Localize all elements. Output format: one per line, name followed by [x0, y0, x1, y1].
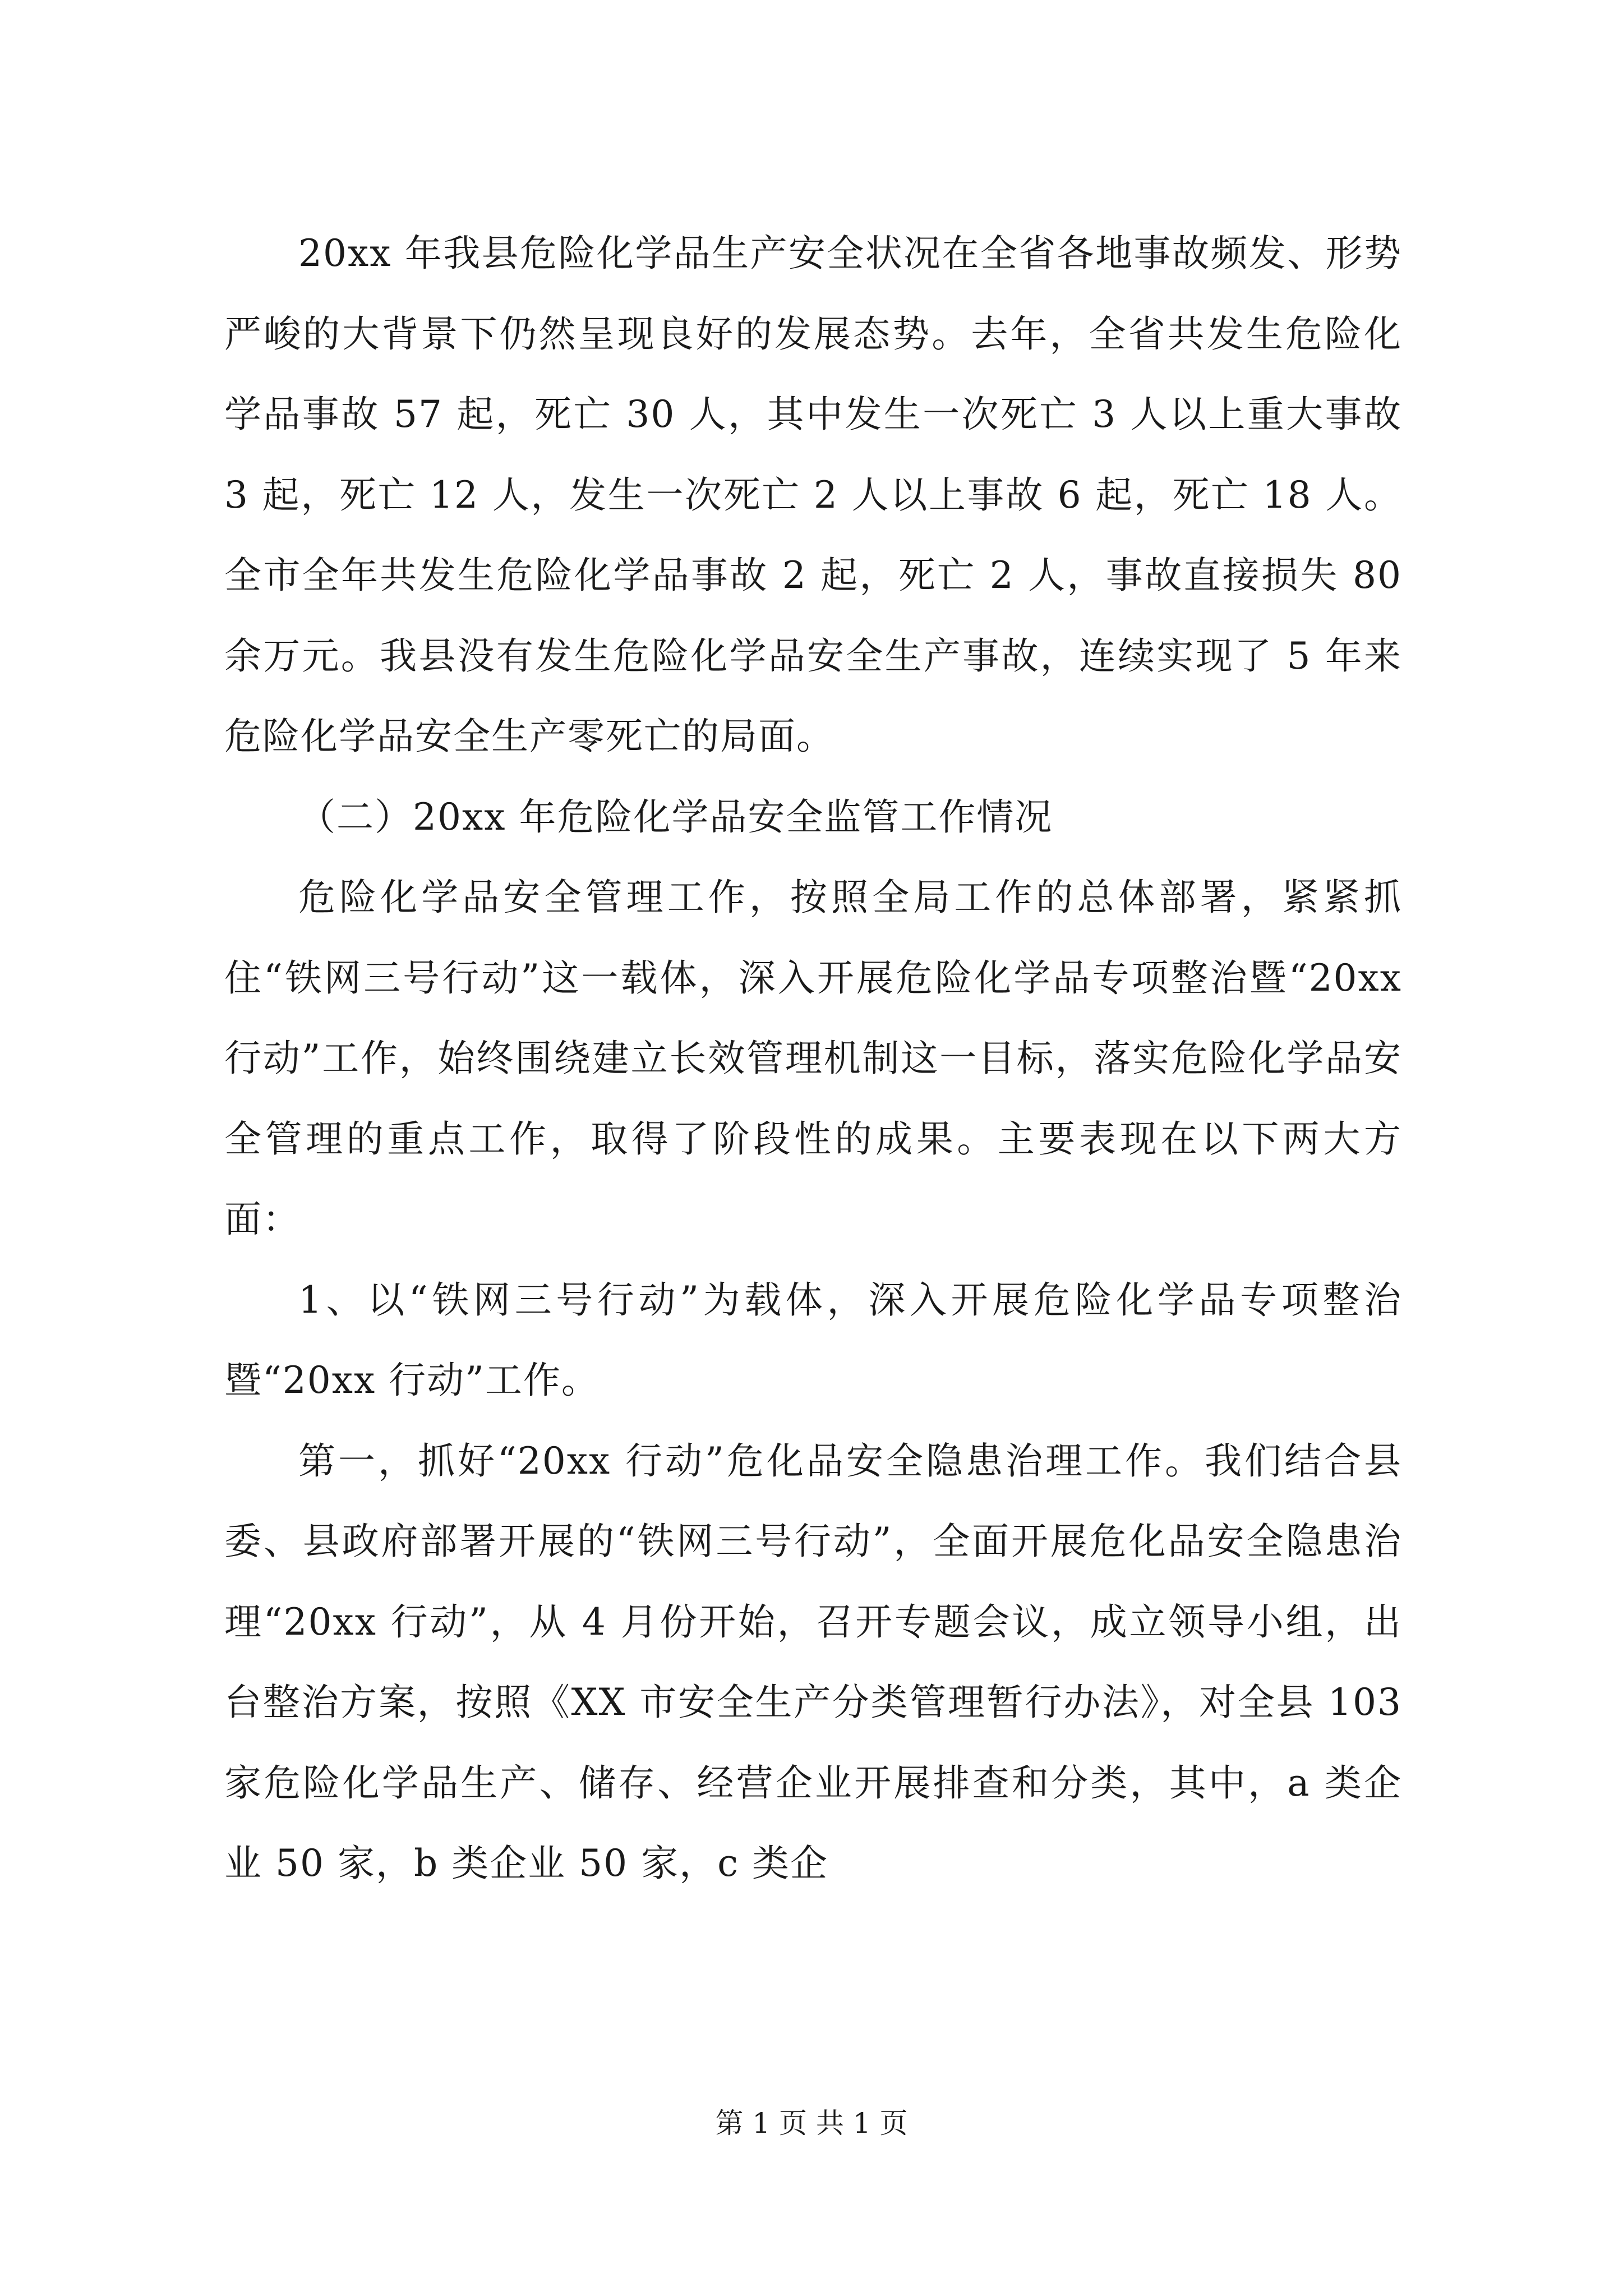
paragraph-management-work: 危险化学品安全管理工作，按照全局工作的总体部署，紧紧抓住“铁网三号行动”这一载体，深入开展危险化学品专项整治暨“20xx 行动”工作，始终围绕建立长效管理机制这一目标，落实危险化学品安全管理的重点工作，取得了阶段性的成果。主要表现在以下两大方面：	[224, 876, 1402, 1241]
paragraph-item-1: 1、以“铁网三号行动”为载体，深入开展危险化学品专项整治暨“20xx 行动”工作。	[224, 1278, 1402, 1402]
section-heading-supervision: （二）20xx 年危险化学品安全监管工作情况	[298, 795, 1053, 839]
paragraph-safety-status: 20xx 年我县危险化学品生产安全状况在全省各地事故频发、形势严峻的大背景下仍然呈现良好的发展态势。去年，全省共发生危险化学品事故 57 起，死亡 30 人，其中发生一次死亡 3 人以上重大事故 3 起，死亡 12 人，发生一次死亡 2 人以上事故 6 起，死亡 18 人。全市全年共发生危险化学品事故 2 起，死亡 2 人，事故直接损失 80 余万元。我县没有发生危险化学品安全生产事故，连续实现了 5 年来危险化学品安全生产零死亡的局面。	[224, 232, 1402, 758]
document-body	[224, 213, 1402, 1904]
page-footer: 第 1 页 共 1 页	[715, 2107, 908, 2139]
paragraph-first-point: 第一，抓好“20xx 行动”危化品安全隐患治理工作。我们结合县委、县政府部署开展的“铁网三号行动”，全面开展危化品安全隐患治理“20xx 行动”，从 4 月份开始，召开专题会议，成立领导小组，出台整治方案，按照《XX 市安全生产分类管理暂行办法》，对全县 103 家危险化学品生产、储存、经营企业开展排查和分类，其中，a 类企业 50 家，b 类企业 50 家，c 类企	[224, 1439, 1402, 1885]
